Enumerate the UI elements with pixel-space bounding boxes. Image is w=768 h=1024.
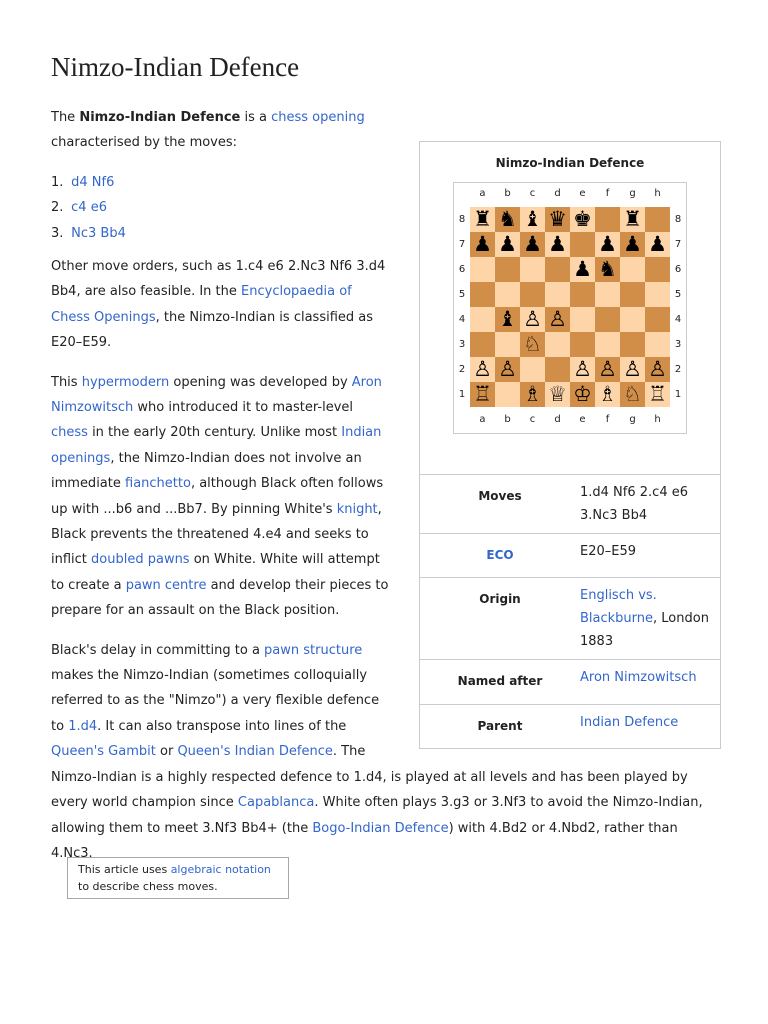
board-square-f3 <box>595 332 620 357</box>
parent-link[interactable]: Indian Defence <box>580 714 679 730</box>
chess-piece-icon: ♕ <box>548 382 567 406</box>
infobox <box>419 141 721 749</box>
file-label: c <box>529 188 536 199</box>
named-after-link[interactable]: Aron Nimzowitsch <box>580 670 697 686</box>
file-label: b <box>504 414 511 425</box>
pawn-centre-link[interactable]: pawn centre <box>125 577 207 593</box>
chess-board <box>470 207 670 407</box>
text: Black's delay in committing to a <box>51 642 265 658</box>
board-square-b7 <box>495 232 520 257</box>
board-square-d8 <box>545 207 570 232</box>
list-item <box>51 170 391 195</box>
board-square-b5 <box>495 282 520 307</box>
board-square-e3 <box>570 332 595 357</box>
board-square-a5 <box>470 282 495 307</box>
board-square-c8 <box>520 207 545 232</box>
text: , the Nimzo-Indian does not involve an immediate <box>51 450 362 492</box>
file-label: a <box>479 414 486 425</box>
file-label: c <box>529 414 536 425</box>
board-square-g5 <box>620 282 645 307</box>
capablanca-link[interactable]: Capablanca <box>237 795 315 811</box>
moves-list <box>51 170 391 246</box>
board-square-g6 <box>620 257 645 282</box>
rank-label: 7 <box>674 239 682 250</box>
algebraic-notation-link[interactable]: algebraic notation <box>170 863 271 876</box>
chess-piece-icon: ♙ <box>523 307 542 331</box>
board-square-a2 <box>470 357 495 382</box>
move-link[interactable]: d4 Nf6 <box>71 174 115 190</box>
chess-piece-icon: ♛ <box>548 207 567 231</box>
board-square-f5 <box>595 282 620 307</box>
board-square-e4 <box>570 307 595 332</box>
board-square-a7 <box>470 232 495 257</box>
queens-indian-link[interactable]: Queen's Indian Defence <box>177 744 333 760</box>
text: . It can also transpose into lines of the <box>97 718 347 734</box>
board-square-e2 <box>570 357 595 382</box>
text: This <box>51 374 82 390</box>
chess-piece-icon: ♙ <box>648 357 667 381</box>
chess-piece-icon: ♔ <box>573 382 592 406</box>
rank-label: 1 <box>458 389 466 400</box>
rank-labels-right <box>670 207 686 407</box>
rank-label: 4 <box>674 314 682 325</box>
board-square-g8 <box>620 207 645 232</box>
text: The <box>51 110 80 125</box>
infobox-label <box>420 534 580 577</box>
chess-piece-icon: ♚ <box>573 207 592 231</box>
rank-label: 6 <box>674 264 682 275</box>
infobox-value <box>580 705 720 748</box>
file-labels-top <box>470 183 670 205</box>
chess-piece-icon: ♙ <box>623 357 642 381</box>
infobox-row-eco <box>420 533 720 577</box>
board-square-d3 <box>545 332 570 357</box>
rank-label: 8 <box>458 214 466 225</box>
file-label: g <box>629 414 636 425</box>
text: This article uses <box>78 863 171 876</box>
move-link[interactable]: c4 e6 <box>71 200 107 216</box>
page-title: Nimzo-Indian Defence <box>51 52 300 82</box>
rank-label: 2 <box>674 364 682 375</box>
file-label: g <box>629 188 636 199</box>
chess-piece-icon: ♞ <box>598 257 617 281</box>
origin-text: , London 1883 <box>580 611 709 650</box>
chess-piece-icon: ♙ <box>498 357 517 381</box>
board-square-h7 <box>645 232 670 257</box>
chess-piece-icon: ♜ <box>473 207 492 231</box>
text: and develop their pieces to prepare for an assault on the Black position. <box>51 577 389 619</box>
infobox-value <box>580 660 720 703</box>
text: Other move orders, such as 1.c4 e6 2.Nc3 Nf6 3.d4 Bb4, are also feasible. In the <box>51 258 386 300</box>
chess-piece-icon: ♞ <box>498 207 517 231</box>
board-square-c3 <box>520 332 545 357</box>
infobox-value <box>580 578 720 659</box>
rank-label: 5 <box>458 289 466 300</box>
infobox-value: 1.d4 Nf6 2.c4 e6 3.Nc3 Bb4 <box>580 485 688 523</box>
infobox-row-parent <box>420 704 720 748</box>
text: . The Nimzo-Indian is a highly respected defence to 1.d4, is played at all levels and has been played by every world champion since <box>51 744 688 811</box>
board-square-h3 <box>645 332 670 357</box>
bogo-indian-link[interactable]: Bogo-Indian Defence <box>312 820 449 836</box>
infobox-label: Named after <box>457 674 543 689</box>
board-square-a8 <box>470 207 495 232</box>
chess-piece-icon: ♙ <box>473 357 492 381</box>
chess-piece-icon: ♝ <box>498 307 517 331</box>
board-square-b2 <box>495 357 520 382</box>
rank-label: 4 <box>458 314 466 325</box>
infobox-title: Nimzo-Indian Defence <box>495 156 645 170</box>
doubled-pawns-link[interactable]: doubled pawns <box>91 552 190 568</box>
infobox-table <box>420 474 720 748</box>
d4-link[interactable]: 1.d4 <box>68 718 98 734</box>
board-square-b3 <box>495 332 520 357</box>
text: characterised by the moves: <box>51 135 238 151</box>
rank-label: 6 <box>458 264 466 275</box>
text: opening was developed by <box>169 374 352 390</box>
board-square-h8 <box>645 207 670 232</box>
origin-link[interactable]: Englisch vs. Blackburne <box>580 588 657 627</box>
chess-piece-icon: ♝ <box>523 207 542 231</box>
text: or <box>155 744 178 760</box>
chess-piece-icon: ♙ <box>598 357 617 381</box>
infobox-row-named-after <box>420 659 720 703</box>
chess-piece-icon: ♟ <box>498 232 517 256</box>
board-square-f8 <box>595 207 620 232</box>
rank-label: 2 <box>458 364 466 375</box>
list-item <box>51 221 391 246</box>
bold-term: Nimzo-Indian Defence <box>79 110 241 125</box>
rank-label: 3 <box>674 339 682 350</box>
board-square-d4 <box>545 307 570 332</box>
rank-label: 5 <box>674 289 682 300</box>
board-square-a6 <box>470 257 495 282</box>
rank-labels-left <box>454 207 470 407</box>
board-square-b4 <box>495 307 520 332</box>
board-square-c1 <box>520 382 545 407</box>
board-square-d2 <box>545 357 570 382</box>
chess-piece-icon: ♟ <box>473 232 492 256</box>
chess-piece-icon: ♟ <box>573 257 592 281</box>
board-square-b6 <box>495 257 520 282</box>
file-label: h <box>654 414 661 425</box>
chess-diagram <box>453 182 687 434</box>
chess-piece-icon: ♘ <box>523 332 542 356</box>
file-label: e <box>579 188 586 199</box>
infobox-row-moves <box>420 474 720 533</box>
text: , although Black often follows up with ...b6 and ...Bb7. By pinning White's <box>51 476 384 517</box>
move-number: 2. <box>51 200 64 216</box>
text: , Black prevents the threatened 4.e4 and seeks to inflict <box>51 501 382 568</box>
chess-piece-icon: ♟ <box>623 232 642 256</box>
fianchetto-link[interactable]: fianchetto <box>125 476 191 492</box>
board-square-b1 <box>495 382 520 407</box>
hatnote <box>67 857 289 899</box>
infobox-label: Moves <box>478 489 522 503</box>
board-square-f4 <box>595 307 620 332</box>
file-label: a <box>479 188 486 199</box>
indian-openings-link[interactable]: Indian openings <box>51 425 382 466</box>
queens-gambit-link[interactable]: Queen's Gambit <box>51 744 156 760</box>
file-label: b <box>504 188 511 199</box>
board-square-f6 <box>595 257 620 282</box>
board-square-e1 <box>570 382 595 407</box>
board-square-e8 <box>570 207 595 232</box>
board-square-d5 <box>545 282 570 307</box>
file-label: e <box>579 414 586 425</box>
board-square-g3 <box>620 332 645 357</box>
pawn-structure-link[interactable]: pawn structure <box>264 642 363 658</box>
board-square-d7 <box>545 232 570 257</box>
text: , the Nimzo-Indian is classified as E20–E59. <box>51 309 374 351</box>
board-square-c2 <box>520 357 545 382</box>
rank-label: 1 <box>674 389 682 400</box>
board-square-f1 <box>595 382 620 407</box>
board-square-c6 <box>520 257 545 282</box>
text: on White. White will attempt to create a <box>51 552 380 593</box>
board-square-a4 <box>470 307 495 332</box>
chess-piece-icon: ♟ <box>648 232 667 256</box>
file-labels-bottom <box>470 409 670 431</box>
board-square-c7 <box>520 232 545 257</box>
board-square-a3 <box>470 332 495 357</box>
board-square-e5 <box>570 282 595 307</box>
list-item <box>51 195 391 220</box>
move-link[interactable]: Nc3 Bb4 <box>71 225 126 241</box>
board-square-b8 <box>495 207 520 232</box>
article-body <box>51 105 721 880</box>
move-number: 3. <box>51 225 64 241</box>
board-square-f7 <box>595 232 620 257</box>
board-square-d1 <box>545 382 570 407</box>
move-number: 1. <box>51 174 64 190</box>
rank-label: 8 <box>674 214 682 225</box>
board-square-f2 <box>595 357 620 382</box>
board-square-h1 <box>645 382 670 407</box>
chess-piece-icon: ♘ <box>623 382 642 406</box>
text: to describe chess moves. <box>78 880 218 893</box>
infobox-row-origin <box>420 577 720 659</box>
board-square-g1 <box>620 382 645 407</box>
text: in the early 20th century. Unlike most <box>87 425 342 441</box>
file-label: f <box>605 188 610 199</box>
board-square-g7 <box>620 232 645 257</box>
rank-label: 7 <box>458 239 466 250</box>
file-label: h <box>654 188 661 199</box>
chess-piece-icon: ♖ <box>648 382 667 406</box>
chess-piece-icon: ♙ <box>573 357 592 381</box>
chess-piece-icon: ♖ <box>473 382 492 406</box>
eco-link[interactable]: ECO <box>486 548 514 562</box>
chess-piece-icon: ♜ <box>623 207 642 231</box>
board-square-a1 <box>470 382 495 407</box>
eco-encyclopaedia-link[interactable]: Encyclopaedia of Chess Openings <box>51 284 352 325</box>
infobox-value: E20–E59 <box>580 544 637 559</box>
chess-piece-icon: ♟ <box>598 232 617 256</box>
file-label: d <box>554 414 561 425</box>
infobox-label: Parent <box>477 718 523 733</box>
text: . White often plays 3.g3 or 3.Nf3 to avoid the Nimzo-Indian, allowing them to meet 3.Nf3 Bb4+ (the <box>51 795 703 836</box>
board-square-c5 <box>520 282 545 307</box>
board-square-g4 <box>620 307 645 332</box>
text: ) with 4.Bd2 or 4.Nbd2, rather than 4.Nc3. <box>51 820 678 861</box>
chess-piece-icon: ♗ <box>598 382 617 406</box>
chess-piece-icon: ♗ <box>523 382 542 406</box>
board-square-c4 <box>520 307 545 332</box>
board-square-h6 <box>645 257 670 282</box>
chess-piece-icon: ♟ <box>523 232 542 256</box>
nimzowitsch-link[interactable]: Aron Nimzowitsch <box>51 374 382 416</box>
board-square-h5 <box>645 282 670 307</box>
board-square-h4 <box>645 307 670 332</box>
text: who introduced it to master-level <box>133 400 353 416</box>
board-square-h2 <box>645 357 670 382</box>
chess-opening-link[interactable]: chess opening <box>271 110 365 125</box>
rank-label: 3 <box>458 339 466 350</box>
file-label: d <box>554 188 561 199</box>
board-square-e7 <box>570 232 595 257</box>
board-square-d6 <box>545 257 570 282</box>
file-label: f <box>605 414 610 425</box>
chess-link[interactable]: chess <box>51 425 88 441</box>
knight-link[interactable]: knight <box>336 501 378 517</box>
chess-piece-icon: ♙ <box>548 307 567 331</box>
hypermodern-link[interactable]: hypermodern <box>81 374 170 390</box>
board-square-e6 <box>570 257 595 282</box>
text: makes the Nimzo-Indian (sometimes colloquially referred to as the "Nimzo") a very flexible defence to <box>51 668 380 734</box>
board-square-g2 <box>620 357 645 382</box>
chess-piece-icon: ♟ <box>548 232 567 256</box>
infobox-label: Origin <box>479 592 521 607</box>
text: is a <box>240 110 272 125</box>
